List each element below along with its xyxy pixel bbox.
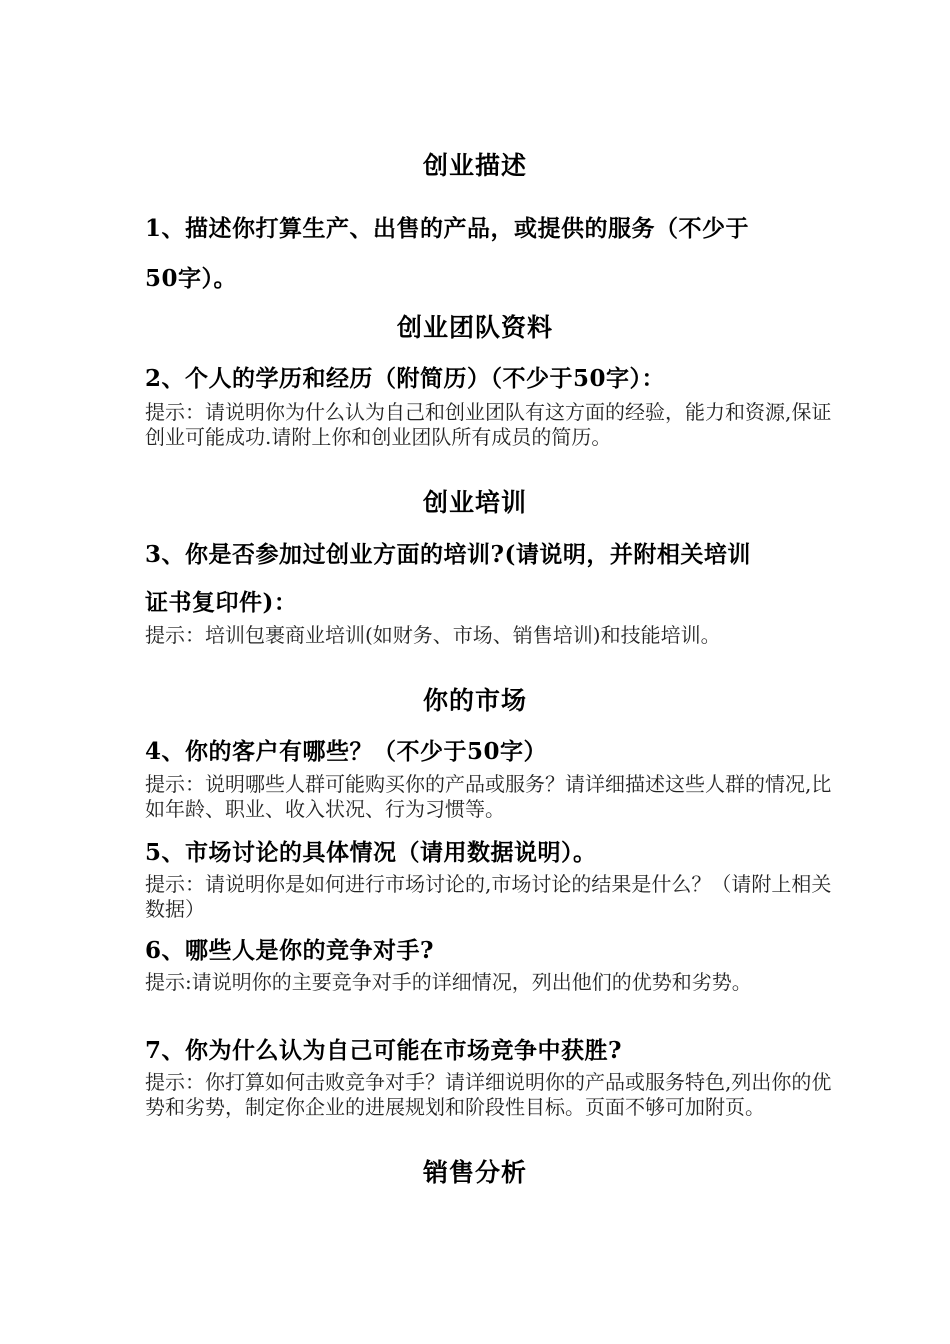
question-5: 5、市场讨论的具体情况（请用数据说明）。 [145,839,597,866]
question-2: 2、个人的学历和经历（附简历）（不少于50字）： [145,365,666,392]
heading-market: 你的市场 [422,686,527,715]
question-3-line-1: 3、你是否参加过创业方面的培训?(请说明，并附相关培训 [145,541,751,568]
question-2-hint: 提示：请说明你为什么认为自己和创业团队有这方面的经验，能力和资源,保证创业可能成功.请附上你和创业团队所有成员的简历。 [145,400,832,449]
question-7: 7、你为什么认为自己可能在市场竞争中获胜? [145,1037,622,1064]
heading-training: 创业培训 [422,488,527,517]
heading-team: 创业团队资料 [396,313,553,342]
heading-business-description: 创业描述 [422,151,527,180]
question-3-line-2: 证书复印件)： [145,589,298,616]
question-7-hint: 提示：你打算如何击败竞争对手？请详细说明你的产品或服务特色,列出你的优势和劣势，制定你企业的进展规划和阶段性目标。页面不够可加附页。 [145,1070,832,1119]
question-3-hint: 提示：培训包裹商业培训(如财务、市场、销售培训)和技能培训。 [145,623,721,647]
question-6-hint: 提示:请说明你的主要竞争对手的详细情况，列出他们的优势和劣势。 [145,970,752,994]
question-4-hint: 提示：说明哪些人群可能购买你的产品或服务？请详细描述这些人群的情况,比如年龄、职业、收入状况、行为习惯等。 [145,772,832,821]
question-6: 6、哪些人是你的竞争对手? [145,937,434,964]
question-1-line-1: 1、描述你打算生产、出售的产品，或提供的服务（不少于 [145,215,750,242]
question-1-line-2: 50字）。 [145,265,238,292]
question-5-hint: 提示：请说明你是如何进行市场讨论的,市场讨论的结果是什么？（请附上相关数据） [145,872,832,921]
heading-sales: 销售分析 [422,1158,527,1187]
question-4: 4、你的客户有哪些？（不少于50字） [145,738,548,765]
